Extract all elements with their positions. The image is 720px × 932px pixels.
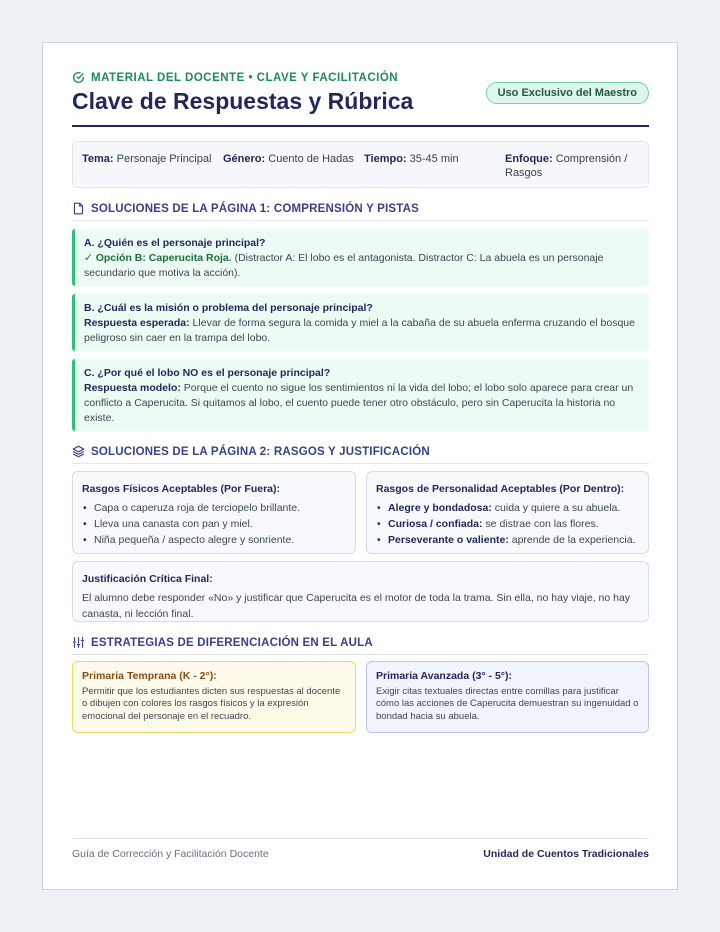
- list-item: • Perseverante o valiente: aprende de la experiencia.: [376, 532, 639, 548]
- status-badge: Uso Exclusivo del Maestro: [486, 82, 649, 104]
- meta-tema: Tema: Personaje Principal: [82, 153, 212, 165]
- list-item: • Alegre y bondadosa: cuida y quiere a su abuela.: [376, 500, 639, 516]
- card-rasgos-personalidad: [366, 471, 649, 554]
- answer-c: [72, 359, 649, 431]
- meta-box: [72, 141, 649, 188]
- layers-icon: [72, 445, 85, 458]
- meta-enfoque: Enfoque: Comprensión / Rasgos: [505, 153, 628, 179]
- document-page: [42, 42, 678, 890]
- meta-tiempo: Tiempo: 35-45 min: [364, 153, 459, 165]
- question-c: C. ¿Por qué el lobo NO es el personaje principal?: [84, 367, 331, 379]
- list-item: • Capa o caperuza roja de terciopelo brillante.: [82, 500, 346, 516]
- answer-c-text: Respuesta modelo: Porque el cuento no sigue los sentimientos ni la vida del lobo; el lobo solo aparece para crear un conflicto a Caperucita. Si quitamos al lobo, el cuento puede tener otro obstáculo, pero sin Caperucita la historia no existe.: [84, 382, 634, 424]
- section1-heading: SOLUCIONES DE LA PÁGINA 1: COMPRENSIÓN Y PISTAS: [72, 202, 649, 221]
- card-primaria-avanzada-text: Exigir citas textuales directas entre comillas para justificar cómo las acciones de Caperucita demuestran su ingenuidad o bondad hacia su abuela.: [376, 685, 639, 722]
- page-title: Clave de Respuestas y Rúbrica: [72, 88, 414, 114]
- footer-right: Unidad de Cuentos Tradicionales: [483, 848, 649, 860]
- card-rasgos-fisicos: [72, 471, 356, 554]
- footer-divider: [72, 838, 649, 839]
- list-item: • Niña pequeña / aspecto alegre y sonriente.: [82, 532, 346, 548]
- answer-b-text: Respuesta esperada: Llevar de forma segura la comida y miel a la cabaña de su abuela enferma cruzando el bosque peligroso sin caer en la trampa del lobo.: [84, 317, 635, 344]
- question-b: B. ¿Cuál es la misión o problema del personaje principal?: [84, 302, 373, 314]
- footer-left: Guía de Corrección y Facilitación Docente: [72, 848, 269, 860]
- answer-a: [72, 229, 649, 286]
- answer-b: [72, 294, 649, 351]
- document-icon: [72, 202, 85, 215]
- card-primaria-temprana: [72, 661, 356, 733]
- sliders-icon: [72, 636, 85, 649]
- card-rasgos-personalidad-title: Rasgos de Personalidad Aceptables (Por Dentro):: [376, 483, 625, 495]
- card-primaria-avanzada: [366, 661, 649, 733]
- title-divider: [72, 125, 649, 127]
- card-justificacion-text: El alumno debe responder «No» y justificar que Caperucita es el motor de toda la trama. Sin ella, no hay viaje, no hay canasta, ni lección final.: [82, 592, 631, 620]
- card-rasgos-fisicos-title: Rasgos Físicos Aceptables (Por Fuera):: [82, 483, 280, 495]
- card-primaria-temprana-text: Permitir que los estudiantes dicten sus respuestas al docente o dibujen con colores los rasgos físicos y la expresión emocional del personaje en el recuadro.: [82, 685, 341, 722]
- list-item: • Curiosa / confiada: se distrae con las flores.: [376, 516, 639, 532]
- card-justificacion: [72, 561, 649, 622]
- meta-genero: Género: Cuento de Hadas: [223, 153, 354, 165]
- card-primaria-avanzada-title: Primaria Avanzada (3° - 5°):: [376, 670, 512, 682]
- card-primaria-temprana-title: Primaria Temprana (K - 2°):: [82, 670, 217, 682]
- eyebrow-label: MATERIAL DEL DOCENTE • CLAVE Y FACILITACIÓN: [91, 71, 399, 84]
- eyebrow: [72, 71, 398, 84]
- answer-a-text: ✓ Opción B: Caperucita Roja. (Distractor A: El lobo es el antagonista. Distractor C: La abuela es un personaje secundario que motiva la acción).: [84, 252, 604, 279]
- section3-heading: ESTRATEGIAS DE DIFERENCIACIÓN EN EL AULA: [72, 636, 649, 655]
- list-item: • Lleva una canasta con pan y miel.: [82, 516, 346, 532]
- card-justificacion-title: Justificación Crítica Final:: [82, 573, 213, 585]
- section2-heading: SOLUCIONES DE LA PÁGINA 2: RASGOS Y JUSTIFICACIÓN: [72, 445, 649, 464]
- check-circle-icon: [72, 71, 85, 84]
- question-a: A. ¿Quién es el personaje principal?: [84, 237, 266, 249]
